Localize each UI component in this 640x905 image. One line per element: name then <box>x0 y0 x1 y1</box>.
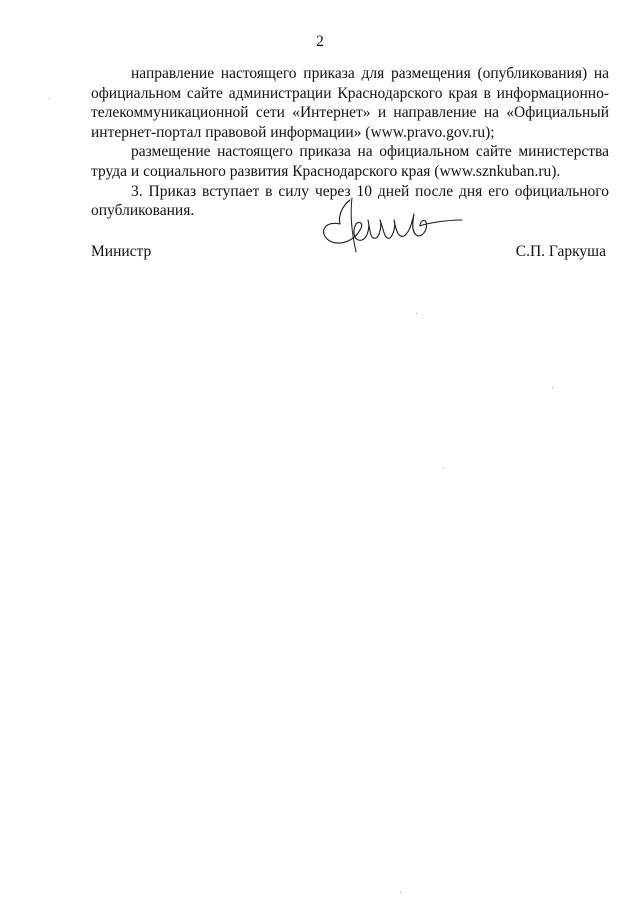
signatory-title: Министр <box>91 243 152 260</box>
scan-speck <box>552 387 553 388</box>
paragraph-effective-date: 3. Приказ вступает в силу через 10 дней после дня его официального опубликования. <box>91 182 609 220</box>
paragraph-publication: направление настоящего приказа для размещения (опубликования) на официальном сайте администрации Краснодарского края в информационно-телекоммуникационной сети «Интернет» и направление на «Официальный интернет-портал правовой информации» (www.pravo.gov.ru); <box>91 65 609 141</box>
scan-speck <box>416 313 417 314</box>
paragraph-ministry-site: размещение настоящего приказа на официальном сайте министерства труда и социального развития Краснодарского края (www.sznkuban.ru). <box>91 143 609 180</box>
signatory-name: С.П. Гаркуша <box>515 243 606 260</box>
scan-speck <box>443 468 444 469</box>
page-number: 2 <box>316 33 324 50</box>
signature-block <box>91 243 609 265</box>
scan-speck <box>400 892 401 893</box>
scan-speck <box>49 98 50 99</box>
